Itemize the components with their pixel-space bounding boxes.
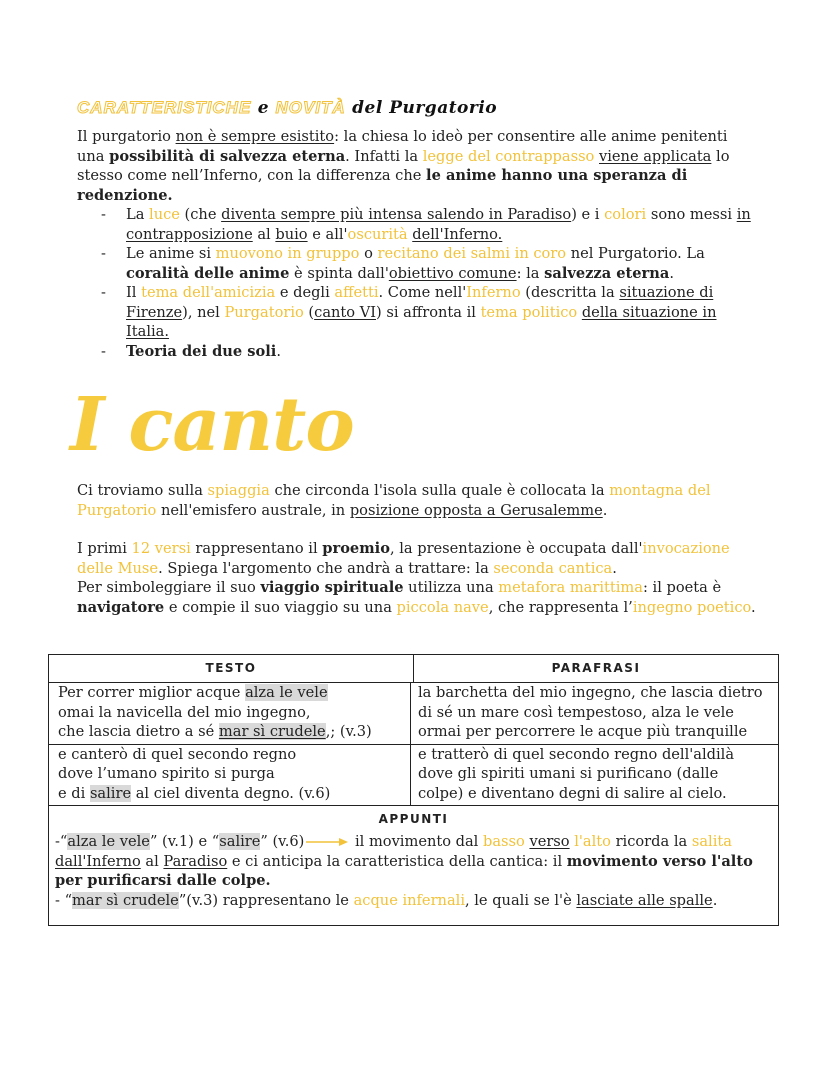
text: : la chiesa lo ideò per consentire alle anime penitenti una (77, 128, 728, 165)
header-testo: TESTO (49, 655, 414, 682)
canto-heading: I canto (70, 382, 354, 468)
text: Teoria dei due soli (126, 342, 277, 360)
appunti-header: APPUNTI (378, 812, 449, 826)
text: (descritta la (520, 284, 620, 301)
verse-line: dove l’umano spirito si purga (58, 765, 275, 782)
text: utilizza una (403, 579, 499, 596)
text: che lascia dietro a sé (58, 723, 219, 740)
text: piccola nave (396, 598, 489, 616)
text: 12 versi (131, 540, 191, 557)
text: Per simboleggiare il suo (77, 579, 261, 596)
text: proemio (322, 540, 390, 557)
text: movimento verso l'alto per purificarsi dalle colpe. (55, 852, 753, 889)
text: salire (89, 784, 132, 802)
text: della situazione in Italia. (126, 303, 717, 340)
text: Il (126, 284, 142, 301)
verse-line: omai la navicella del mio ingegno, (58, 703, 311, 721)
text: . (276, 342, 281, 360)
arrow-right-icon (306, 837, 348, 847)
text: . (712, 891, 718, 909)
text: Il purgatorio (77, 128, 176, 145)
text: ricorda la (610, 833, 692, 850)
text: . Spiega l'argomento che andrà a trattare: la (158, 559, 494, 577)
text: e degli (275, 284, 335, 301)
verse-line: e canterò di quel secondo regno (58, 745, 297, 763)
text: colori (604, 206, 647, 223)
text: La (126, 206, 150, 223)
text: rappresentano il (190, 540, 323, 557)
text: invocazione delle Muse (77, 540, 730, 577)
text: ) si affronta il (376, 303, 481, 321)
table-header (49, 655, 778, 683)
text: e ci anticipa la caratteristica della cantica: il (227, 852, 567, 870)
text: legge del contrappasso (422, 147, 595, 165)
text: l'alto (574, 833, 611, 850)
text: Le anime si (126, 245, 216, 262)
text: Per correr miglior acque (58, 684, 246, 701)
verse-cell (49, 683, 411, 744)
text: non è sempre esistito (175, 128, 335, 145)
text: situazione di Firenze (126, 284, 714, 321)
table-row (49, 683, 778, 745)
text: . (669, 264, 674, 282)
text: . (751, 598, 756, 616)
verse-line (58, 722, 406, 742)
text: lo stesso come nell’Inferno, con la differenza che (77, 147, 730, 184)
paraphrase-line: dove gli spiriti umani si purificano (dalle (418, 765, 719, 782)
text: affetti (334, 284, 379, 301)
text: sono messi (646, 206, 737, 223)
text: Ci troviamo sulla (77, 482, 208, 499)
text: , che rappresenta l’ (488, 598, 633, 616)
title-word-novita: NOVITÀ (275, 98, 346, 117)
text: oscurità (347, 225, 408, 243)
text: , la presentazione è occupata dall' (389, 540, 643, 557)
text: acque infernali (353, 891, 465, 909)
text: muovono in gruppo (215, 245, 360, 262)
text: . Infatti la (345, 147, 423, 165)
text-paraphrase-table (48, 654, 779, 926)
text: dall'Inferno (55, 852, 141, 870)
text: ,; (v.3) (325, 723, 372, 740)
text: tema politico (480, 303, 578, 321)
text: -“ (55, 833, 68, 850)
setting-paragraph (77, 481, 757, 520)
text: ( (303, 303, 315, 321)
text: viene applicata (599, 147, 712, 165)
text: Purgatorio (224, 303, 304, 321)
text: (che (179, 206, 222, 223)
text: viaggio spirituale (260, 579, 404, 596)
text: è spinta dall' (289, 264, 389, 282)
text: le anime hanno una speranza di redenzione. (77, 167, 688, 204)
text: alza le vele (245, 684, 328, 701)
bullet-item (96, 205, 756, 244)
text: navigatore (77, 598, 165, 616)
text: salire (219, 833, 261, 850)
text: Inferno (466, 284, 521, 301)
text: ingegno poetico (632, 598, 752, 616)
text: luce (149, 206, 180, 223)
text: salvezza eterna (544, 264, 670, 282)
text: verso (529, 833, 570, 850)
proem-paragraph (77, 539, 757, 617)
text: I primi (77, 540, 132, 557)
bullet-item (96, 283, 756, 342)
text: tema dell'amicizia (141, 284, 276, 301)
text: possibilità di salvezza eterna (109, 147, 346, 165)
title-word-e: e (257, 98, 270, 118)
text: seconda cantica (493, 559, 613, 577)
text: al (252, 225, 276, 243)
text: . Come nell' (378, 284, 467, 301)
verse-cell (49, 745, 411, 806)
text: montagna del Purgatorio (77, 482, 711, 519)
intro-paragraph (77, 127, 757, 205)
text: e all' (307, 225, 348, 243)
text: coralità delle anime (126, 264, 290, 282)
text: che circonda l'isola sulla quale è collocata la (269, 482, 610, 499)
text: obiettivo comune (388, 264, 517, 282)
text: recitano dei salmi in coro (377, 245, 567, 262)
text: in contrapposizione (126, 206, 751, 243)
title-word-purgatorio: del Purgatorio (352, 98, 498, 118)
text: dell'Inferno. (412, 225, 503, 243)
bullet-item (96, 342, 756, 362)
text: al ciel diventa degno. (v.6) (131, 784, 331, 802)
paraphrase-line: ormai per percorrere le acque più tranquille (418, 723, 748, 740)
text: ”(v.3) rappresentano le (178, 891, 354, 909)
title-word-caratteristiche: CARATTERISTICHE (77, 98, 252, 117)
text: basso (483, 833, 525, 850)
text: , le quali se l'è (464, 891, 577, 909)
appunti-notes (49, 832, 778, 925)
text: metafora marittima (498, 579, 643, 596)
text: : la (516, 264, 545, 282)
paraphrase-line: colpe) e diventano degni di salire al cielo. (418, 784, 727, 802)
text: il movimento dal (350, 833, 483, 850)
text: mar sì crudele (72, 891, 179, 909)
text: lasciate alle spalle (576, 891, 713, 909)
text: ” (v.6) (260, 833, 305, 850)
paraphrase-line: la barchetta del mio ingegno, che lascia dietro (418, 684, 763, 701)
text: Paradiso (163, 852, 228, 870)
text: alza le vele (67, 833, 150, 850)
verse-line (58, 683, 406, 703)
section-title (77, 98, 497, 118)
paraphrase-cell (411, 745, 772, 806)
text: buio (275, 225, 308, 243)
paraphrase-cell (411, 683, 772, 744)
text: . (602, 501, 608, 519)
text: ) e i (571, 206, 605, 223)
text: salita (691, 833, 732, 850)
text: nell'emisfero australe, in (156, 501, 350, 519)
paraphrase-line: di sé un mare così tempestoso, alza le vele (418, 703, 734, 721)
text: : il poeta è (642, 579, 722, 596)
text: mar sì crudele (218, 723, 326, 740)
bullet-list (96, 205, 756, 361)
note-2 (55, 891, 772, 911)
text: e di (58, 784, 90, 802)
verse-line (58, 784, 406, 804)
text: posizione opposta a Gerusalemme (349, 501, 603, 519)
header-parafrasi: PARAFRASI (551, 661, 641, 675)
text: ), nel (182, 303, 225, 321)
text: spiaggia (207, 482, 270, 499)
text: e compie il suo viaggio su una (164, 598, 397, 616)
paraphrase-line: e tratterò di quel secondo regno dell'aldilà (418, 745, 735, 763)
text: al (140, 852, 164, 870)
text: ” (v.1) e “ (149, 833, 220, 850)
text: . (612, 559, 617, 577)
text: - “ (55, 891, 73, 909)
table-row (49, 745, 778, 807)
text: o (359, 245, 378, 262)
text: nel Purgatorio. La (566, 245, 705, 262)
bullet-item (96, 244, 756, 283)
text: canto VI (314, 303, 377, 321)
note-1 (55, 832, 772, 891)
text: diventa sempre più intensa salendo in Paradiso (221, 206, 572, 223)
